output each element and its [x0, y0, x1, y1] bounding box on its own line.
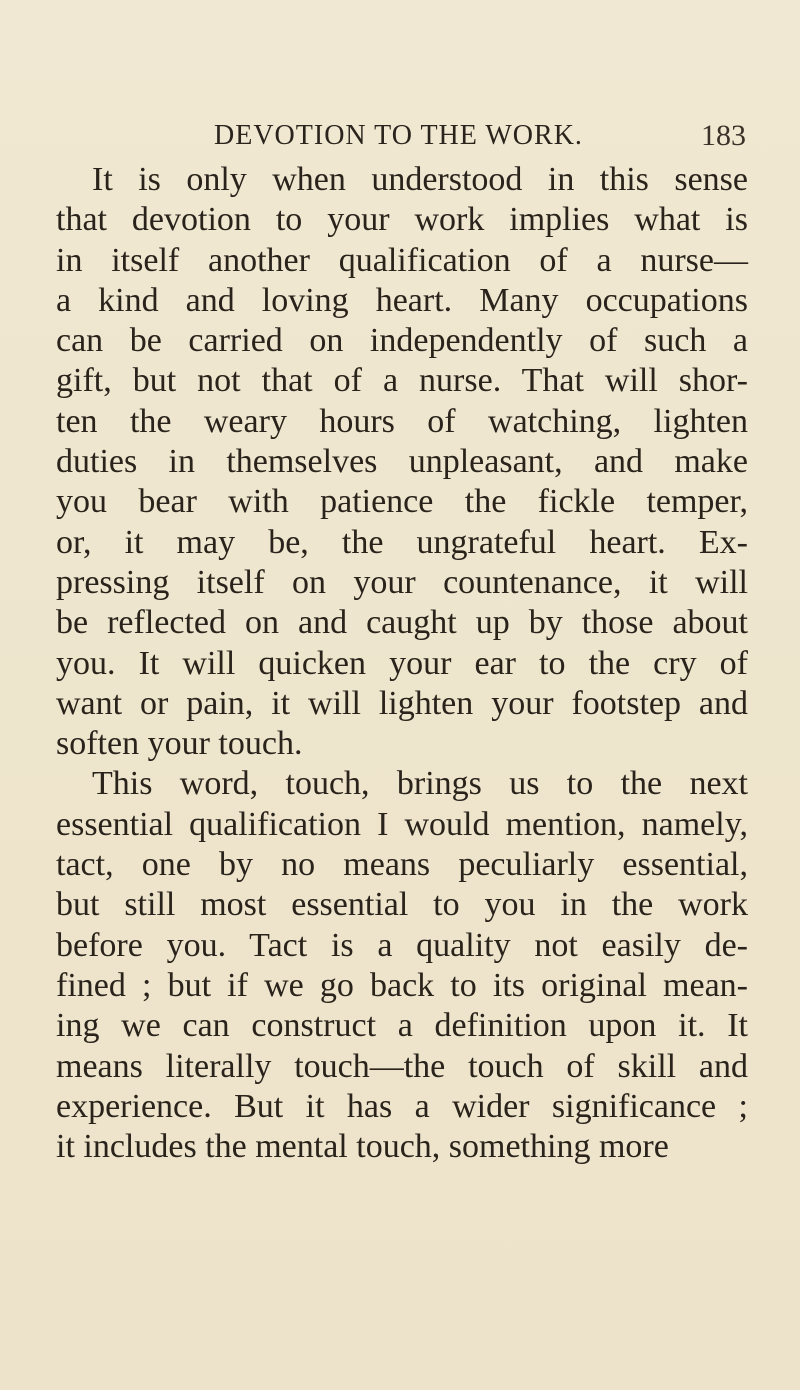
text-line: can be carried on independently of such a [56, 322, 748, 360]
text-line: tact, one by no means peculiarly essential, [56, 846, 748, 884]
text-line: or, it may be, the ungrateful heart. Ex- [56, 523, 748, 561]
running-title: DEVOTION TO THE WORK. [214, 120, 583, 151]
text-line: ing we can construct a definition upon it. It [56, 1007, 748, 1045]
text-line: ten the weary hours of watching, lighten [56, 402, 748, 440]
paragraph-1 [56, 160, 748, 764]
text-line: be reflected on and caught up by those about [56, 604, 748, 642]
text-line: it includes the mental touch, something more [56, 1128, 669, 1166]
text-line: in itself another qualification of a nurse— [56, 241, 748, 279]
text-line: pressing itself on your countenance, it will [56, 563, 748, 601]
text-line: duties in themselves unpleasant, and make [56, 443, 748, 481]
text-line: This word, touch, brings us to the next [92, 765, 748, 803]
body-text [56, 160, 748, 1167]
text-line: you bear with patience the fickle temper, [56, 483, 748, 521]
text-line: It is only when understood in this sense [92, 161, 748, 198]
text-line: experience. But it has a wider significance ; [56, 1087, 748, 1125]
text-line: means literally touch—the touch of skill and [56, 1047, 748, 1085]
text-line: a kind and loving heart. Many occupations [56, 281, 748, 319]
text-line: fined ; but if we go back to its original mean- [56, 966, 748, 1004]
text-line: that devotion to your work implies what is [56, 201, 748, 239]
text-line: soften your touch. [56, 725, 303, 763]
text-line: want or pain, it will lighten your footstep and [56, 684, 748, 722]
text-line: you. It will quicken your ear to the cry of [56, 644, 748, 682]
text-line: gift, but not that of a nurse. That will shor- [56, 362, 748, 400]
text-line: before you. Tact is a quality not easily de- [56, 926, 748, 964]
text-line: essential qualification I would mention, namely, [56, 805, 748, 843]
text-line: but still most essential to you in the work [56, 886, 748, 924]
page-number: 183 [701, 119, 746, 152]
running-head [56, 116, 746, 156]
paragraph-2 [56, 764, 748, 1167]
